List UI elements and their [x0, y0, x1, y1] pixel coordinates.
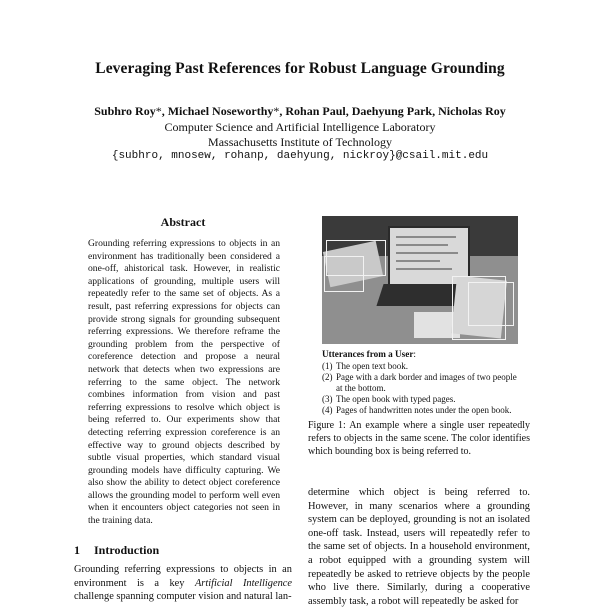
affiliation-lab: Computer Science and Artificial Intelligence Laboratory: [164, 120, 436, 134]
utterance-list: [322, 361, 522, 416]
utterance-item: [322, 405, 522, 416]
author-names: Rohan Paul, Daehyung Park, Nicholas Roy: [285, 104, 506, 118]
intro-text-end: challenge spanning computer vision and natural lan-: [74, 591, 292, 603]
equal-contribution-mark: *: [273, 104, 280, 118]
paper-title: Leveraging Past References for Robust Language Grounding: [95, 60, 505, 77]
utterance-item: [322, 372, 522, 394]
photo-screen-line: [396, 252, 458, 254]
author-name: Subhro Roy: [94, 104, 156, 118]
intro-text-start: Grounding referring expressions to objects in an environment is a key: [74, 564, 292, 589]
photo-screen-line: [396, 236, 456, 238]
intro-emphasis: Artificial Intelligence: [194, 577, 292, 589]
utterances-title-colon: :: [413, 349, 416, 359]
right-column-text: determine which object is being referred to. However, in many scenarios where a grounding system can be deployed, grounding is not an isolated one-off task. Instead, users will repeatedly refer to the same set of objects. In a household environment, a robot equipped with a grounding system will repeatedly be asked to retrieve objects by the people who live there. Similarly, during a cooperative assembly task, a robot will repeatedly be asked for: [308, 487, 530, 607]
section-number: 1: [74, 543, 80, 557]
utterance-text: Pages of handwritten notes under the open book.: [336, 405, 512, 415]
utterances-title-text: Utterances from a User: [322, 349, 414, 359]
utterance-text: The open book with typed pages.: [336, 394, 456, 404]
photo-screen-line: [396, 268, 452, 270]
utterance-text: The open text book.: [336, 361, 408, 371]
utterance-index: (2): [322, 372, 333, 382]
introduction-text: [74, 563, 292, 604]
section-title: Introduction: [94, 543, 160, 557]
bounding-box-4: [468, 282, 514, 326]
bounding-box-2: [324, 256, 364, 292]
author-list: Subhro Roy*, Michael Noseworthy*, Rohan Paul, Daehyung Park, Nicholas Roy: [94, 104, 506, 118]
utterance-index: (3): [322, 394, 333, 404]
author-emails: {subhro, mnosew, rohanp, daehyung, nickroy}@csail.mit.edu: [111, 150, 489, 162]
equal-contribution-mark: *: [155, 104, 162, 118]
utterance-index: (1): [322, 361, 333, 371]
figure-photo: [322, 216, 518, 344]
photo-screen-line: [396, 260, 440, 262]
figure-caption: Figure 1: An example where a single user repeatedly refers to objects in the same scene. The color identifies which bounding box is being referred to.: [308, 420, 530, 457]
utterance-text: Page with a dark border and images of two people at the bottom.: [336, 372, 517, 393]
abstract-text: Grounding referring expressions to objects in an environment has traditionally been considered a one-off, ahistorical task. However, in realistic applications of grounding, multiple users will repeatedly refer to the same set of objects. As a result, past referring expressions for objects can provide strong signals for grounding subsequent referring expressions. We therefore reframe the grounding problem from the perspective of coreference detection and propose a neural network that detects when two expressions are referring to the same object. The network combines information from vision and past referring expressions to resolve which object is being referred to. Our experiments show that detecting referring expression coreference is an effective way to ground objects described by subtle visual properties, which standard visual grounding models have difficulty capturing. We also show the ability to detect object coreference allows the grounding model to perform well even when it encounters object categories not seen in the training data.: [88, 238, 280, 527]
affiliation-institute: Massachusetts Institute of Technology: [208, 135, 392, 149]
section-heading-introduction: [74, 543, 159, 558]
utterance-item: [322, 361, 522, 372]
author-name: Michael Noseworthy: [167, 104, 274, 118]
photo-screen-line: [396, 244, 448, 246]
abstract-heading: Abstract: [160, 215, 206, 229]
utterances-title: [322, 349, 416, 359]
utterance-item: [322, 394, 522, 405]
utterance-index: (4): [322, 405, 333, 415]
